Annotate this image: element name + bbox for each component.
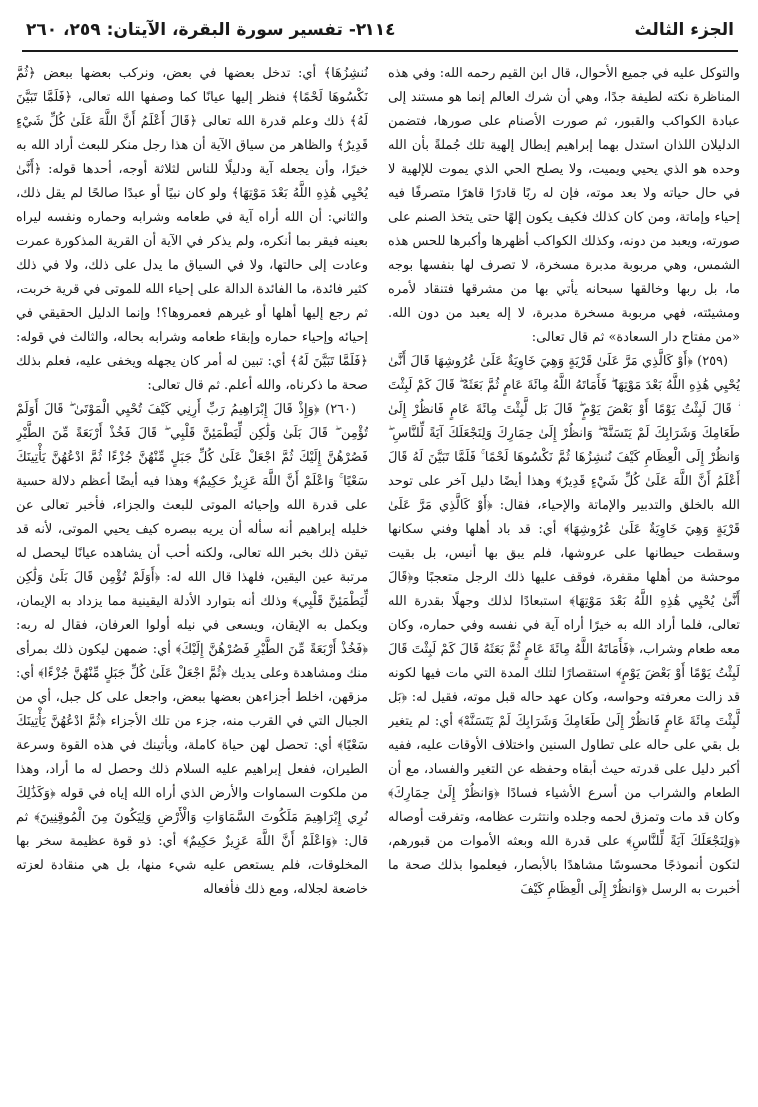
right-column <box>388 62 740 1094</box>
part-label: الجزء الثالث <box>634 20 734 40</box>
paragraph: نُنشِزُهَا﴾ أي: تدخل بعضها في بعض، ونركب بعضها ببعض ﴿ثُمَّ نَكْسُوهَا لَحْمًا﴾ فنظر إليها عيانًا كما وصفها الله تعالى، ﴿فَلَمَّا تَبَيَّنَ لَهُ﴾ ذلك وعلم قدرة الله تعالى ﴿قَالَ أَعْلَمُ أَنَّ اللَّهَ عَلَىٰ كُلِّ شَيْءٍ قَدِيرٌ﴾ والظاهر من سياق الآية أن هذا رجل منكر للبعث أراد الله به خيرًا، وأن يجعله آية ودليلًا للناس لثلاثة أوجه، أحدها قوله: ﴿أَنَّىٰ يُحْيِي هَٰذِهِ اللَّهُ بَعْدَ مَوْتِهَا﴾ ولو كان نبيًا أو عبدًا صالحًا لم يقل ذلك، والثاني: أن الله أراه آية في طعامه وشرابه وحماره ونفسه ليراه بعينه فيقر بما أنكره، ولم يذكر في الآية أن القرية المذكورة عمرت وعادت إلى حالتها، ولا في السياق ما يدل على ذلك، ولا في ذلك كثير فائدة، ما الفائدة الدالة على إحياء الله للموتى في قرية خربت، ثم رجع إليها أهلها أو غيرهم فعمروها؟! وإنما الدليل الحقيقي في إحيائه وإحياء حماره وإبقاء طعامه وشرابه بحاله، والثالث في قوله: ﴿فَلَمَّا تَبَيَّنَ لَهُ﴾ أي: تبين له أمر كان يجهله ويخفى عليه، فعلم بذلك صحة ما ذكرناه، والله أعلم. ثم قال تعالى: <box>16 66 368 393</box>
surah-title: ٢- تفسير سورة البقرة، الآيتان: ٢٥٩، ٢٦٠ <box>26 20 367 40</box>
running-header <box>22 14 738 52</box>
page-number: ١١٤ <box>364 20 396 40</box>
paragraph: (٢٦٠) ﴿وَإِذْ قَالَ إِبْرَاهِيمُ رَبِّ أَرِنِي كَيْفَ تُحْيِي الْمَوْتَىٰ ۖ قَالَ أَوَلَمْ تُؤْمِن ۖ قَالَ بَلَىٰ وَلَٰكِن لِّيَطْمَئِنَّ قَلْبِي ۖ قَالَ فَخُذْ أَرْبَعَةً مِّنَ الطَّيْرِ فَصُرْهُنَّ إِلَيْكَ ثُمَّ اجْعَلْ عَلَىٰ كُلِّ جَبَلٍ مِّنْهُنَّ جُزْءًا ثُمَّ ادْعُهُنَّ يَأْتِينَكَ سَعْيًا ۚ وَاعْلَمْ أَنَّ اللَّهَ عَزِيزٌ حَكِيمٌ﴾ وهذا فيه أيضًا أعظم دلالة حسية على قدرة الله وإحيائه الموتى للبعث والجزاء، فأخبر تعالى عن خليله إبراهيم أنه سأله أن يريه ببصره كيف يحيي الموتى، لأنه قد تيقن ذلك بخبر الله تعالى، ولكنه أحب أن يشاهده عيانًا ليحصل له مرتبة عين اليقين، فلهذا قال الله له: ﴿أَوَلَمْ تُؤْمِن قَالَ بَلَىٰ وَلَٰكِن لِّيَطْمَئِنَّ قَلْبِي﴾ وذلك أنه بتوارد الأدلة اليقينية مما يزداد به الإيمان، ويكمل به الإيقان، ويسعى في نيله أولوا العرفان، فقال له ربه: ﴿فَخُذْ أَرْبَعَةً مِّنَ الطَّيْرِ فَصُرْهُنَّ إِلَيْكَ﴾ أي: ضمهن ليكون ذلك بمرأى منك ومشاهدة وعلى يديك ﴿ثُمَّ اجْعَلْ عَلَىٰ كُلِّ جَبَلٍ مِّنْهُنَّ جُزْءًا﴾ أي: مزقهن، اخلط أجزاءهن بعضها ببعض، واجعل على كل جبل، أي من الجبال التي في القرب منه، جزء من تلك الأجزاء ﴿ثُمَّ ادْعُهُنَّ يَأْتِينَكَ سَعْيًا﴾ أي: تحصل لهن حياة كاملة، ويأتينك في هذه القوة وسرعة الطيران، ففعل إبراهيم عليه السلام ذلك وحصل له ما أراد، وهذا من ملكوت السماوات والأرض الذي أراه الله إياه في قوله ﴿وَكَذَٰلِكَ نُرِي إِبْرَاهِيمَ مَلَكُوتَ السَّمَاوَاتِ وَالْأَرْضِ وَلِيَكُونَ مِنَ الْمُوقِنِينَ﴾ ثم قال: ﴿وَاعْلَمْ أَنَّ اللَّهَ عَزِيزٌ حَكِيمٌ﴾ أي: ذو قوة عظيمة سخر بها المخلوقات، فلم يستعص عليه شيء منها، بل هي منقادة لعزته خاضعة لجلاله، ومع ذلك فأفعاله <box>16 402 368 897</box>
paragraph: (٢٥٩) ﴿أَوْ كَالَّذِي مَرَّ عَلَىٰ قَرْيَةٍ وَهِيَ خَاوِيَةٌ عَلَىٰ عُرُوشِهَا قَالَ أَنَّىٰ يُحْيِي هَٰذِهِ اللَّهُ بَعْدَ مَوْتِهَا ۖ فَأَمَاتَهُ اللَّهُ مِائَةَ عَامٍ ثُمَّ بَعَثَهُ ۖ قَالَ كَمْ لَبِثْتَ ۖ قَالَ لَبِثْتُ يَوْمًا أَوْ بَعْضَ يَوْمٍ ۖ قَالَ بَل لَّبِثْتَ مِائَةَ عَامٍ فَانظُرْ إِلَىٰ طَعَامِكَ وَشَرَابِكَ لَمْ يَتَسَنَّهْ ۖ وَانظُرْ إِلَىٰ حِمَارِكَ وَلِنَجْعَلَكَ آيَةً لِّلنَّاسِ ۖ وَانظُرْ إِلَى الْعِظَامِ كَيْفَ نُنشِزُهَا ثُمَّ نَكْسُوهَا لَحْمًا ۚ فَلَمَّا تَبَيَّنَ لَهُ قَالَ أَعْلَمُ أَنَّ اللَّهَ عَلَىٰ كُلِّ شَيْءٍ قَدِيرٌ﴾ وهذا أيضًا دليل آخر على توحد الله بالخلق والتدبير والإماتة والإحياء، فقال: ﴿أَوْ كَالَّذِي مَرَّ عَلَىٰ قَرْيَةٍ وَهِيَ خَاوِيَةٌ عَلَىٰ عُرُوشِهَا﴾ أي: قد باد أهلها وفني سكانها وسقطت حيطانها على عروشها، فلم يبق بها أنيس، بل بقيت موحشة من أهلها مقفرة، فوقف عليها ذلك الرجل متعجبًا و﴿قَالَ أَنَّىٰ يُحْيِي هَٰذِهِ اللَّهُ بَعْدَ مَوْتِهَا﴾ استبعادًا لذلك وجهلًا بقدرة الله تعالى، فلما أراد الله به خيرًا أراه آية في نفسه وفي حماره، وكان معه طعام وشراب، ﴿فَأَمَاتَهُ اللَّهُ مِائَةَ عَامٍ ثُمَّ بَعَثَهُ قَالَ كَمْ لَبِثْتَ قَالَ لَبِثْتُ يَوْمًا أَوْ بَعْضَ يَوْمٍ﴾ استقصارًا لتلك المدة التي مات فيها لكونه قد زالت معرفته وحواسه، وكان عهد حاله قبل موته، فقيل له: ﴿بَل لَّبِثْتَ مِائَةَ عَامٍ فَانظُرْ إِلَىٰ طَعَامِكَ وَشَرَابِكَ لَمْ يَتَسَنَّهْ﴾ أي: لم يتغير بل بقي على حاله على تطاول السنين واختلاف الأوقات عليه، ففيه أكبر دليل على قدرته حيث أبقاه وحفظه عن التغير والفساد، مع أن الطعام والشراب من أسرع الأشياء فسادًا ﴿وَانظُرْ إِلَىٰ حِمَارِكَ﴾ وكان قد مات وتمزق لحمه وجلده وانتثرت عظامه، وتفرقت أوصاله ﴿وَلِنَجْعَلَكَ آيَةً لِّلنَّاسِ﴾ على قدرة الله وبعثه الأموات من قبورهم، لتكون أنموذجًا محسوسًا مشاهدًا بالأبصار، فيعلموا بذلك صحة ما أخبرت به الرسل ﴿وَانظُرْ إِلَى الْعِظَامِ كَيْفَ <box>388 354 740 897</box>
paragraph: والتوكل عليه في جميع الأحوال، قال ابن القيم رحمه الله: وفي هذه المناظرة نكته لطيفة جدًا، وهي أن شرك العالم إنما هو مستند إلى عبادة الكواكب والقبور، ثم صورت الأصنام على صورها، فتضمن الدليلان اللذان استدل بهما إبراهيم إبطال إلهية تلك جُملةً بأن الله وحده هو الذي يحيي ويميت، ولا يصلح الحي الذي يموت للإلهية لا في حال حياته ولا بعد موته، فإن له ربًا قادرًا قاهرًا متصرفًا فيه إحياء وإماتة، ومن كان كذلك فكيف يكون إلهًا حتى يتخذ الصنم على صورته، ويعبد من دونه، وكذلك الكواكب أظهرها وأكبرها للحس هذه الشمس، وهي مربوبة مدبرة مسخرة، لا تصرف لها بنفسها بوجه ما، بل ربها وخالقها سبحانه يأتي بها من مشرقها فتنقاد لأمره ومشيئته، فهي مربوبة مسخرة مدبرة، لا إله يعبد من دون الله. «من مفتاح دار السعادة» ثم قال تعالى: <box>388 66 740 345</box>
left-column <box>16 62 368 1094</box>
